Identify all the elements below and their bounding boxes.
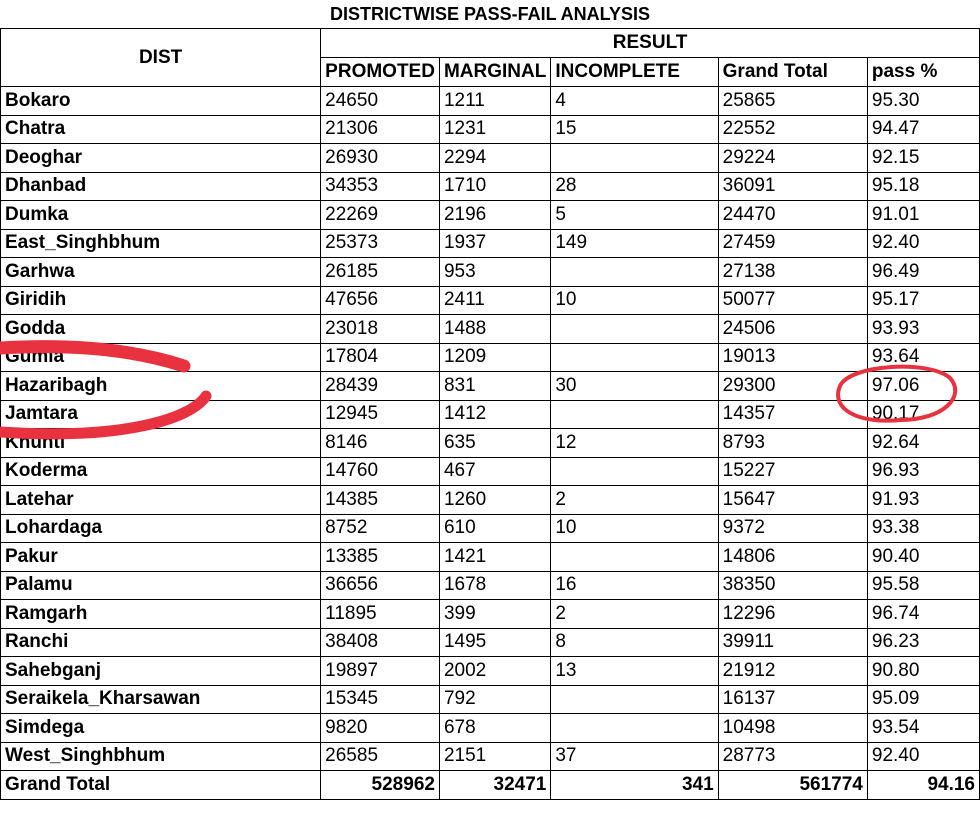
marginal-cell: 792 xyxy=(439,685,550,714)
incomplete-cell xyxy=(551,258,718,287)
promoted-cell: 12945 xyxy=(321,400,440,429)
marginal-cell: 467 xyxy=(439,457,550,486)
promoted-cell: 11895 xyxy=(321,600,440,629)
total-cell: 50077 xyxy=(718,286,867,315)
pass-cell: 90.40 xyxy=(867,543,979,572)
marginal-cell: 2411 xyxy=(439,286,550,315)
table-row xyxy=(1,115,980,144)
table-row xyxy=(1,714,980,743)
district-name-cell: West_Singhbhum xyxy=(1,742,321,771)
pass-cell: 90.17 xyxy=(867,400,979,429)
district-name-cell: Ranchi xyxy=(1,628,321,657)
pass-cell: 93.64 xyxy=(867,343,979,372)
pass-cell: 92.40 xyxy=(867,742,979,771)
table-row xyxy=(1,685,980,714)
promoted-cell: 26185 xyxy=(321,258,440,287)
result-header: RESULT xyxy=(321,29,980,58)
incomplete-cell: 10 xyxy=(551,286,718,315)
pass-cell: 92.40 xyxy=(867,229,979,258)
promoted-header: PROMOTED xyxy=(321,58,440,87)
district-name-cell: Dumka xyxy=(1,201,321,230)
table-row xyxy=(1,258,980,287)
pass-cell: 91.01 xyxy=(867,201,979,230)
promoted-cell: 8146 xyxy=(321,429,440,458)
marginal-cell: 1678 xyxy=(439,571,550,600)
total-cell: 28773 xyxy=(718,742,867,771)
pass-cell: 92.15 xyxy=(867,144,979,173)
total-cell: 15647 xyxy=(718,486,867,515)
total-cell: 10498 xyxy=(718,714,867,743)
incomplete-cell: 10 xyxy=(551,514,718,543)
marginal-cell: 953 xyxy=(439,258,550,287)
grand-total-header: Grand Total xyxy=(718,58,867,87)
total-cell: 8793 xyxy=(718,429,867,458)
marginal-cell: 2294 xyxy=(439,144,550,173)
district-name-cell: Jamtara xyxy=(1,400,321,429)
incomplete-cell: 5 xyxy=(551,201,718,230)
total-cell: 15227 xyxy=(718,457,867,486)
marginal-cell: 2002 xyxy=(439,657,550,686)
incomplete-cell: 30 xyxy=(551,372,718,401)
district-name-cell: Sahebganj xyxy=(1,657,321,686)
promoted-cell: 47656 xyxy=(321,286,440,315)
district-name-cell: Lohardaga xyxy=(1,514,321,543)
marginal-cell: 1488 xyxy=(439,315,550,344)
promoted-cell: 8752 xyxy=(321,514,440,543)
marginal-cell: 635 xyxy=(439,429,550,458)
promoted-cell: 9820 xyxy=(321,714,440,743)
total-cell: 24506 xyxy=(718,315,867,344)
table-row xyxy=(1,429,980,458)
grand-total-label: Grand Total xyxy=(1,771,321,800)
pass-cell: 94.47 xyxy=(867,115,979,144)
promoted-cell: 28439 xyxy=(321,372,440,401)
incomplete-cell: 2 xyxy=(551,600,718,629)
incomplete-cell: 16 xyxy=(551,571,718,600)
district-name-cell: Deoghar xyxy=(1,144,321,173)
total-cell: 27138 xyxy=(718,258,867,287)
table-title: DISTRICTWISE PASS-FAIL ANALYSIS xyxy=(1,0,980,29)
promoted-cell: 34353 xyxy=(321,172,440,201)
promoted-cell: 38408 xyxy=(321,628,440,657)
marginal-cell: 1495 xyxy=(439,628,550,657)
district-name-cell: Dhanbad xyxy=(1,172,321,201)
promoted-cell: 36656 xyxy=(321,571,440,600)
promoted-cell: 19897 xyxy=(321,657,440,686)
district-name-cell: Seraikela_Kharsawan xyxy=(1,685,321,714)
table-row xyxy=(1,343,980,372)
marginal-cell: 831 xyxy=(439,372,550,401)
pass-pct-header: pass % xyxy=(867,58,979,87)
pass-cell: 93.38 xyxy=(867,514,979,543)
incomplete-cell: 28 xyxy=(551,172,718,201)
table-row xyxy=(1,315,980,344)
incomplete-cell xyxy=(551,685,718,714)
promoted-cell: 13385 xyxy=(321,543,440,572)
total-cell: 39911 xyxy=(718,628,867,657)
pass-cell: 96.49 xyxy=(867,258,979,287)
promoted-cell: 24650 xyxy=(321,87,440,116)
total-cell: 29300 xyxy=(718,372,867,401)
incomplete-header: INCOMPLETE xyxy=(551,58,718,87)
pass-cell: 96.93 xyxy=(867,457,979,486)
marginal-cell: 678 xyxy=(439,714,550,743)
marginal-cell: 399 xyxy=(439,600,550,629)
promoted-cell: 21306 xyxy=(321,115,440,144)
table-row xyxy=(1,201,980,230)
incomplete-cell xyxy=(551,457,718,486)
table-row xyxy=(1,286,980,315)
table-row xyxy=(1,87,980,116)
table-row xyxy=(1,600,980,629)
district-name-cell: Hazaribagh xyxy=(1,372,321,401)
marginal-cell: 2151 xyxy=(439,742,550,771)
district-name-cell: Bokaro xyxy=(1,87,321,116)
pass-cell: 95.18 xyxy=(867,172,979,201)
total-cell: 9372 xyxy=(718,514,867,543)
incomplete-cell xyxy=(551,400,718,429)
marginal-header: MARGINAL xyxy=(439,58,550,87)
total-cell: 24470 xyxy=(718,201,867,230)
total-cell: 19013 xyxy=(718,343,867,372)
promoted-cell: 14385 xyxy=(321,486,440,515)
table-row xyxy=(1,372,980,401)
table-row xyxy=(1,486,980,515)
district-name-cell: Koderma xyxy=(1,457,321,486)
incomplete-cell: 149 xyxy=(551,229,718,258)
district-name-cell: Garhwa xyxy=(1,258,321,287)
total-cell: 25865 xyxy=(718,87,867,116)
pass-cell: 95.58 xyxy=(867,571,979,600)
marginal-cell: 1421 xyxy=(439,543,550,572)
grand-total-total-cell: 561774 xyxy=(718,771,867,800)
pass-cell: 96.23 xyxy=(867,628,979,657)
total-cell: 16137 xyxy=(718,685,867,714)
promoted-cell: 23018 xyxy=(321,315,440,344)
table-row xyxy=(1,457,980,486)
grand-total-promoted-cell: 528962 xyxy=(321,771,440,800)
district-name-cell: Chatra xyxy=(1,115,321,144)
pass-cell: 93.93 xyxy=(867,315,979,344)
total-cell: 36091 xyxy=(718,172,867,201)
grand-total-marginal-cell: 32471 xyxy=(439,771,550,800)
promoted-cell: 17804 xyxy=(321,343,440,372)
marginal-cell: 1260 xyxy=(439,486,550,515)
pass-cell: 91.93 xyxy=(867,486,979,515)
district-name-cell: East_Singhbhum xyxy=(1,229,321,258)
incomplete-cell: 2 xyxy=(551,486,718,515)
pass-cell: 95.09 xyxy=(867,685,979,714)
promoted-cell: 14760 xyxy=(321,457,440,486)
total-cell: 14806 xyxy=(718,543,867,572)
pass-cell: 95.17 xyxy=(867,286,979,315)
district-name-cell: Pakur xyxy=(1,543,321,572)
promoted-cell: 26585 xyxy=(321,742,440,771)
pass-cell: 96.74 xyxy=(867,600,979,629)
total-cell: 29224 xyxy=(718,144,867,173)
district-name-cell: Latehar xyxy=(1,486,321,515)
table-row xyxy=(1,514,980,543)
incomplete-cell: 13 xyxy=(551,657,718,686)
district-name-cell: Godda xyxy=(1,315,321,344)
table-row xyxy=(1,742,980,771)
marginal-cell: 1209 xyxy=(439,343,550,372)
promoted-cell: 15345 xyxy=(321,685,440,714)
promoted-cell: 26930 xyxy=(321,144,440,173)
incomplete-cell xyxy=(551,543,718,572)
pass-cell: 90.80 xyxy=(867,657,979,686)
district-name-cell: Ramgarh xyxy=(1,600,321,629)
table-row xyxy=(1,229,980,258)
table-row xyxy=(1,172,980,201)
district-name-cell: Gumla xyxy=(1,343,321,372)
total-cell: 22552 xyxy=(718,115,867,144)
incomplete-cell xyxy=(551,315,718,344)
table-row xyxy=(1,657,980,686)
incomplete-cell xyxy=(551,714,718,743)
marginal-cell: 1710 xyxy=(439,172,550,201)
table-row xyxy=(1,628,980,657)
grand-total-incomplete-cell: 341 xyxy=(551,771,718,800)
pass-cell: 92.64 xyxy=(867,429,979,458)
district-name-cell: Giridih xyxy=(1,286,321,315)
total-cell: 21912 xyxy=(718,657,867,686)
district-name-cell: Khunti xyxy=(1,429,321,458)
total-cell: 14357 xyxy=(718,400,867,429)
grand-total-pass-cell: 94.16 xyxy=(867,771,979,800)
incomplete-cell: 12 xyxy=(551,429,718,458)
incomplete-cell: 37 xyxy=(551,742,718,771)
pass-cell: 93.54 xyxy=(867,714,979,743)
table-row xyxy=(1,400,980,429)
marginal-cell: 2196 xyxy=(439,201,550,230)
pass-cell: 95.30 xyxy=(867,87,979,116)
district-name-cell: Palamu xyxy=(1,571,321,600)
incomplete-cell: 15 xyxy=(551,115,718,144)
dist-header: DIST xyxy=(1,29,321,87)
promoted-cell: 22269 xyxy=(321,201,440,230)
pass-cell: 97.06 xyxy=(867,372,979,401)
total-cell: 38350 xyxy=(718,571,867,600)
incomplete-cell: 8 xyxy=(551,628,718,657)
total-cell: 27459 xyxy=(718,229,867,258)
incomplete-cell xyxy=(551,343,718,372)
district-name-cell: Simdega xyxy=(1,714,321,743)
table-row xyxy=(1,144,980,173)
total-cell: 12296 xyxy=(718,600,867,629)
incomplete-cell: 4 xyxy=(551,87,718,116)
grand-total-row xyxy=(1,771,980,800)
table-row xyxy=(1,571,980,600)
marginal-cell: 1412 xyxy=(439,400,550,429)
marginal-cell: 1211 xyxy=(439,87,550,116)
marginal-cell: 1937 xyxy=(439,229,550,258)
marginal-cell: 1231 xyxy=(439,115,550,144)
incomplete-cell xyxy=(551,144,718,173)
promoted-cell: 25373 xyxy=(321,229,440,258)
table-row xyxy=(1,543,980,572)
marginal-cell: 610 xyxy=(439,514,550,543)
